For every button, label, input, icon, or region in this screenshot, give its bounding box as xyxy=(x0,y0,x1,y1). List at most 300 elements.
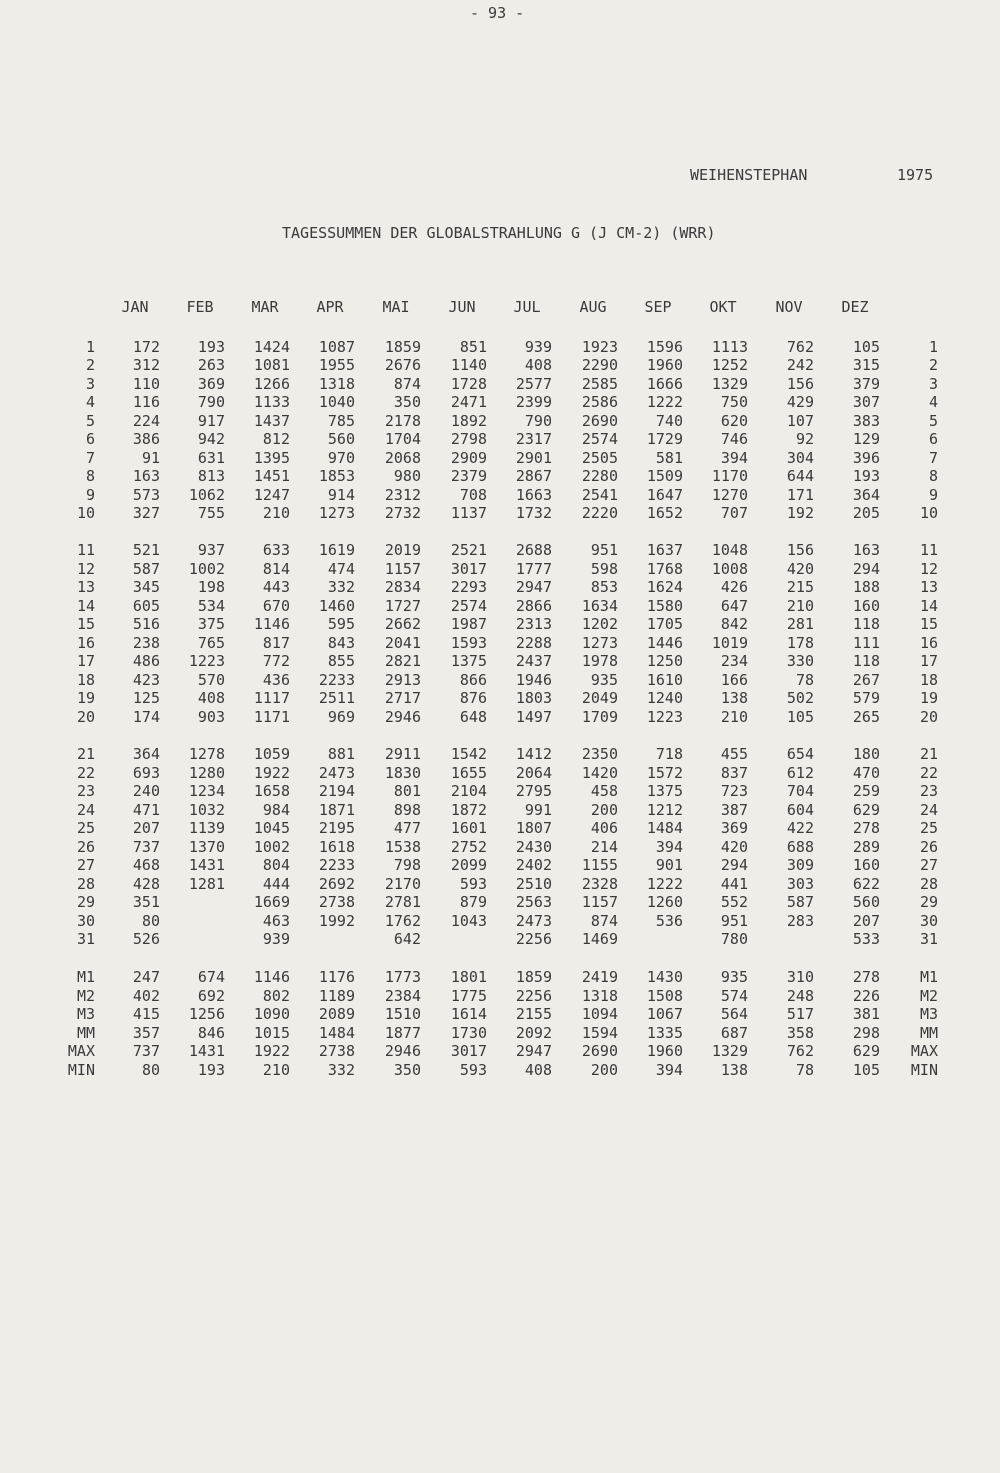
table-cell: 242 xyxy=(786,356,814,374)
row-label-right: 1 xyxy=(928,338,938,356)
table-cell: 471 xyxy=(132,801,160,819)
table-cell: 516 xyxy=(132,615,160,633)
table-cell: 605 xyxy=(132,597,160,615)
table-cell: 80 xyxy=(141,1061,160,1079)
table-cell: 881 xyxy=(327,745,355,763)
table-cell: 160 xyxy=(852,597,880,615)
row-label-left: 26 xyxy=(76,838,95,856)
table-cell: 1329 xyxy=(711,1042,748,1060)
table-cell: 188 xyxy=(852,578,880,596)
row-label-right: MAX xyxy=(910,1042,938,1060)
table-cell: 633 xyxy=(262,541,290,559)
station-name: WEIHENSTEPHAN xyxy=(690,166,808,184)
table-cell: 1728 xyxy=(450,375,487,393)
table-cell: 78 xyxy=(795,1061,814,1079)
table-cell: 1601 xyxy=(450,819,487,837)
table-cell: 364 xyxy=(132,745,160,763)
table-cell: 1081 xyxy=(253,356,290,374)
table-cell: 851 xyxy=(459,338,487,356)
table-cell: 1250 xyxy=(646,652,683,670)
table-cell: 304 xyxy=(786,449,814,467)
table-cell: 2911 xyxy=(384,745,421,763)
table-cell: 1015 xyxy=(253,1024,290,1042)
table-cell: 708 xyxy=(459,486,487,504)
table-cell: 394 xyxy=(655,838,683,856)
row-label-right: 2 xyxy=(928,356,938,374)
table-cell: 1032 xyxy=(188,801,225,819)
row-label-right: 26 xyxy=(919,838,938,856)
table-cell: 350 xyxy=(393,393,421,411)
table-cell: 1048 xyxy=(711,541,748,559)
table-cell: 1647 xyxy=(646,486,683,504)
table-cell: 2430 xyxy=(515,838,552,856)
row-label-left: 11 xyxy=(76,541,95,559)
row-label-right: 18 xyxy=(919,671,938,689)
table-cell: 2350 xyxy=(581,745,618,763)
table-cell: 1658 xyxy=(253,782,290,800)
row-label-left: 29 xyxy=(76,893,95,911)
table-cell: 1773 xyxy=(384,968,421,986)
table-cell: 629 xyxy=(852,801,880,819)
table-cell: 693 xyxy=(132,764,160,782)
month-header: NOV xyxy=(775,298,803,316)
table-cell: 309 xyxy=(786,856,814,874)
table-cell: 2280 xyxy=(581,467,618,485)
table-cell: 2574 xyxy=(581,430,618,448)
table-cell: 1133 xyxy=(253,393,290,411)
table-cell: 802 xyxy=(262,987,290,1005)
table-cell: 408 xyxy=(197,689,225,707)
row-label-right: 10 xyxy=(919,504,938,522)
table-cell: 1727 xyxy=(384,597,421,615)
table-cell: 238 xyxy=(132,634,160,652)
row-label-right: 22 xyxy=(919,764,938,782)
table-cell: 2399 xyxy=(515,393,552,411)
month-header: MAI xyxy=(382,298,410,316)
table-cell: 441 xyxy=(720,875,748,893)
table-cell: 486 xyxy=(132,652,160,670)
table-cell: 2089 xyxy=(318,1005,355,1023)
table-cell: 817 xyxy=(262,634,290,652)
table-cell: 2256 xyxy=(515,930,552,948)
table-cell: 369 xyxy=(197,375,225,393)
table-cell: 2585 xyxy=(581,375,618,393)
table-cell: 648 xyxy=(459,708,487,726)
table-title: TAGESSUMMEN DER GLOBALSTRAHLUNG G (J CM-2) (WRR) xyxy=(282,224,716,242)
table-cell: 1140 xyxy=(450,356,487,374)
row-label-left: MIN xyxy=(67,1061,95,1079)
table-cell: 1146 xyxy=(253,968,290,986)
table-cell: 1430 xyxy=(646,968,683,986)
table-cell: 903 xyxy=(197,708,225,726)
table-cell: 444 xyxy=(262,875,290,893)
table-cell: 631 xyxy=(197,449,225,467)
table-cell: 790 xyxy=(197,393,225,411)
table-cell: 193 xyxy=(197,338,225,356)
table-cell: 2104 xyxy=(450,782,487,800)
table-cell: 210 xyxy=(262,1061,290,1079)
table-cell: 116 xyxy=(132,393,160,411)
row-label-right: 30 xyxy=(919,912,938,930)
table-cell: 876 xyxy=(459,689,487,707)
row-label-left: 28 xyxy=(76,875,95,893)
table-cell: 1446 xyxy=(646,634,683,652)
row-label-left: 6 xyxy=(85,430,95,448)
table-cell: 247 xyxy=(132,968,160,986)
table-cell: 2099 xyxy=(450,856,487,874)
table-cell: 1043 xyxy=(450,912,487,930)
table-cell: 357 xyxy=(132,1024,160,1042)
row-label-left: 12 xyxy=(76,560,95,578)
table-cell: 174 xyxy=(132,708,160,726)
table-cell: 2049 xyxy=(581,689,618,707)
table-cell: 1593 xyxy=(450,634,487,652)
table-cell: 780 xyxy=(720,930,748,948)
month-header: OKT xyxy=(709,298,737,316)
table-cell: 843 xyxy=(327,634,355,652)
table-cell: 2563 xyxy=(515,893,552,911)
table-cell: 2220 xyxy=(581,504,618,522)
table-cell: 3017 xyxy=(450,1042,487,1060)
table-cell: 937 xyxy=(197,541,225,559)
table-cell: 160 xyxy=(852,856,880,874)
table-cell: 914 xyxy=(327,486,355,504)
table-cell: 2317 xyxy=(515,430,552,448)
row-label-left: 2 xyxy=(85,356,95,374)
table-cell: 294 xyxy=(852,560,880,578)
table-cell: 289 xyxy=(852,838,880,856)
row-label-right: 16 xyxy=(919,634,938,652)
table-cell: 259 xyxy=(852,782,880,800)
table-cell: 939 xyxy=(262,930,290,948)
table-cell: 846 xyxy=(197,1024,225,1042)
table-cell: 278 xyxy=(852,819,880,837)
table-cell: 105 xyxy=(786,708,814,726)
table-cell: 1637 xyxy=(646,541,683,559)
row-label-right: 17 xyxy=(919,652,938,670)
table-cell: 1732 xyxy=(515,504,552,522)
table-cell: 345 xyxy=(132,578,160,596)
table-cell: 1002 xyxy=(188,560,225,578)
table-cell: 587 xyxy=(786,893,814,911)
table-cell: 855 xyxy=(327,652,355,670)
table-cell: 901 xyxy=(655,856,683,874)
table-cell: 180 xyxy=(852,745,880,763)
table-cell: 2092 xyxy=(515,1024,552,1042)
table-cell: 477 xyxy=(393,819,421,837)
table-cell: 383 xyxy=(852,412,880,430)
table-cell: 379 xyxy=(852,375,880,393)
table-cell: 350 xyxy=(393,1061,421,1079)
page-number: - 93 - xyxy=(470,4,525,22)
table-cell: 521 xyxy=(132,541,160,559)
table-cell: 312 xyxy=(132,356,160,374)
table-cell: 2798 xyxy=(450,430,487,448)
table-cell: 737 xyxy=(132,1042,160,1060)
table-cell: 801 xyxy=(393,782,421,800)
table-cell: 2676 xyxy=(384,356,421,374)
table-cell: 2510 xyxy=(515,875,552,893)
table-cell: 1859 xyxy=(515,968,552,986)
row-label-right: 13 xyxy=(919,578,938,596)
table-cell: 2717 xyxy=(384,689,421,707)
table-cell: 2256 xyxy=(515,987,552,1005)
month-header: SEP xyxy=(644,298,672,316)
table-cell: 1634 xyxy=(581,597,618,615)
table-cell: 283 xyxy=(786,912,814,930)
row-label-left: 18 xyxy=(76,671,95,689)
table-cell: 474 xyxy=(327,560,355,578)
table-cell: 2328 xyxy=(581,875,618,893)
table-cell: 2293 xyxy=(450,578,487,596)
table-cell: 1260 xyxy=(646,893,683,911)
month-header: MAR xyxy=(251,298,279,316)
table-cell: 1146 xyxy=(253,615,290,633)
table-cell: 3017 xyxy=(450,560,487,578)
table-cell: 110 xyxy=(132,375,160,393)
table-cell: 1270 xyxy=(711,486,748,504)
table-cell: 642 xyxy=(393,930,421,948)
table-cell: 386 xyxy=(132,430,160,448)
table-cell: 1619 xyxy=(318,541,355,559)
table-cell: 1266 xyxy=(253,375,290,393)
table-cell: 1424 xyxy=(253,338,290,356)
table-cell: 2471 xyxy=(450,393,487,411)
row-label-right: 28 xyxy=(919,875,938,893)
table-cell: 402 xyxy=(132,987,160,1005)
row-label-left: 5 xyxy=(85,412,95,430)
table-cell: 1872 xyxy=(450,801,487,819)
table-cell: 198 xyxy=(197,578,225,596)
table-cell: 951 xyxy=(590,541,618,559)
table-cell: 205 xyxy=(852,504,880,522)
table-cell: 1652 xyxy=(646,504,683,522)
table-cell: 192 xyxy=(786,504,814,522)
table-cell: 2290 xyxy=(581,356,618,374)
table-cell: 2577 xyxy=(515,375,552,393)
table-cell: 2867 xyxy=(515,467,552,485)
table-cell: 593 xyxy=(459,875,487,893)
table-cell: 1437 xyxy=(253,412,290,430)
table-cell: 2233 xyxy=(318,671,355,689)
table-cell: 935 xyxy=(590,671,618,689)
row-label-right: 8 xyxy=(928,467,938,485)
table-cell: 1318 xyxy=(581,987,618,1005)
table-cell: 622 xyxy=(852,875,880,893)
table-cell: 1669 xyxy=(253,893,290,911)
table-cell: 92 xyxy=(795,430,814,448)
table-cell: 2866 xyxy=(515,597,552,615)
row-label-left: 8 xyxy=(85,467,95,485)
table-cell: 2732 xyxy=(384,504,421,522)
row-label-left: 14 xyxy=(76,597,95,615)
table-cell: 2738 xyxy=(318,1042,355,1060)
table-cell: 898 xyxy=(393,801,421,819)
table-cell: 1768 xyxy=(646,560,683,578)
table-cell: 951 xyxy=(720,912,748,930)
table-cell: 265 xyxy=(852,708,880,726)
table-cell: 1451 xyxy=(253,467,290,485)
table-cell: 156 xyxy=(786,541,814,559)
row-label-left: 10 xyxy=(76,504,95,522)
table-cell: 375 xyxy=(197,615,225,633)
table-cell: 1171 xyxy=(253,708,290,726)
table-cell: 2170 xyxy=(384,875,421,893)
table-cell: 1222 xyxy=(646,393,683,411)
table-cell: 842 xyxy=(720,615,748,633)
table-cell: 2419 xyxy=(581,968,618,986)
table-cell: 2574 xyxy=(450,597,487,615)
table-cell: 1978 xyxy=(581,652,618,670)
table-cell: 1803 xyxy=(515,689,552,707)
table-cell: 991 xyxy=(524,801,552,819)
table-cell: 303 xyxy=(786,875,814,893)
table-cell: 1395 xyxy=(253,449,290,467)
table-cell: 1431 xyxy=(188,856,225,874)
table-cell: 1730 xyxy=(450,1024,487,1042)
table-cell: 193 xyxy=(852,467,880,485)
table-cell: 1538 xyxy=(384,838,421,856)
table-cell: 1273 xyxy=(581,634,618,652)
table-cell: 674 xyxy=(197,968,225,986)
row-label-left: M2 xyxy=(76,987,95,1005)
table-cell: 502 xyxy=(786,689,814,707)
table-cell: 804 xyxy=(262,856,290,874)
table-cell: 2913 xyxy=(384,671,421,689)
table-cell: 381 xyxy=(852,1005,880,1023)
table-cell: 138 xyxy=(720,1061,748,1079)
table-cell: 939 xyxy=(524,338,552,356)
table-cell: 2313 xyxy=(515,615,552,633)
row-label-right: 9 xyxy=(928,486,938,504)
table-cell: 1202 xyxy=(581,615,618,633)
table-cell: 1923 xyxy=(581,338,618,356)
table-cell: 1090 xyxy=(253,1005,290,1023)
table-cell: 1775 xyxy=(450,987,487,1005)
table-cell: 969 xyxy=(327,708,355,726)
table-cell: 1222 xyxy=(646,875,683,893)
table-cell: 2402 xyxy=(515,856,552,874)
table-cell: 1946 xyxy=(515,671,552,689)
table-cell: 2505 xyxy=(581,449,618,467)
table-cell: 1223 xyxy=(646,708,683,726)
table-cell: 91 xyxy=(141,449,160,467)
table-cell: 1040 xyxy=(318,393,355,411)
table-cell: 200 xyxy=(590,1061,618,1079)
table-cell: 837 xyxy=(720,764,748,782)
table-cell: 2041 xyxy=(384,634,421,652)
row-label-left: 3 xyxy=(85,375,95,393)
table-cell: 718 xyxy=(655,745,683,763)
table-cell: 1370 xyxy=(188,838,225,856)
table-cell: 2690 xyxy=(581,412,618,430)
table-cell: 214 xyxy=(590,838,618,856)
table-cell: 267 xyxy=(852,671,880,689)
table-cell: 210 xyxy=(786,597,814,615)
month-header: AUG xyxy=(579,298,607,316)
row-label-left: MM xyxy=(76,1024,95,1042)
table-cell: 78 xyxy=(795,671,814,689)
table-cell: 536 xyxy=(655,912,683,930)
table-cell: 581 xyxy=(655,449,683,467)
table-cell: 670 xyxy=(262,597,290,615)
table-cell: 2288 xyxy=(515,634,552,652)
table-cell: 1252 xyxy=(711,356,748,374)
table-cell: 737 xyxy=(132,838,160,856)
row-label-left: 22 xyxy=(76,764,95,782)
row-label-left: 20 xyxy=(76,708,95,726)
row-label-left: 25 xyxy=(76,819,95,837)
table-cell: 814 xyxy=(262,560,290,578)
table-cell: 458 xyxy=(590,782,618,800)
table-cell: 629 xyxy=(852,1042,880,1060)
row-label-left: M1 xyxy=(76,968,95,986)
table-cell: 654 xyxy=(786,745,814,763)
row-label-right: 14 xyxy=(919,597,938,615)
table-cell: 1922 xyxy=(253,764,290,782)
table-cell: 564 xyxy=(720,1005,748,1023)
table-cell: 2688 xyxy=(515,541,552,559)
table-cell: 560 xyxy=(852,893,880,911)
table-cell: 166 xyxy=(720,671,748,689)
table-cell: 1256 xyxy=(188,1005,225,1023)
table-cell: 1045 xyxy=(253,819,290,837)
month-header: JAN xyxy=(121,298,149,316)
table-cell: 1922 xyxy=(253,1042,290,1060)
table-cell: 468 xyxy=(132,856,160,874)
table-cell: 853 xyxy=(590,578,618,596)
row-label-right: M1 xyxy=(919,968,938,986)
table-cell: 2019 xyxy=(384,541,421,559)
table-cell: 1960 xyxy=(646,1042,683,1060)
table-cell: 1807 xyxy=(515,819,552,837)
table-cell: 2690 xyxy=(581,1042,618,1060)
table-cell: 570 xyxy=(197,671,225,689)
table-cell: 746 xyxy=(720,430,748,448)
table-cell: 2195 xyxy=(318,819,355,837)
month-header: JUL xyxy=(513,298,541,316)
table-cell: 263 xyxy=(197,356,225,374)
table-cell: 2795 xyxy=(515,782,552,800)
table-cell: 704 xyxy=(786,782,814,800)
table-cell: 707 xyxy=(720,504,748,522)
table-cell: 156 xyxy=(786,375,814,393)
table-cell: 1212 xyxy=(646,801,683,819)
year: 1975 xyxy=(897,166,934,184)
table-cell: 560 xyxy=(327,430,355,448)
table-cell: 224 xyxy=(132,412,160,430)
table-cell: 436 xyxy=(262,671,290,689)
table-cell: 1892 xyxy=(450,412,487,430)
table-cell: 2946 xyxy=(384,708,421,726)
table-cell: 125 xyxy=(132,689,160,707)
table-cell: 387 xyxy=(720,801,748,819)
table-cell: 193 xyxy=(197,1061,225,1079)
table-cell: 1375 xyxy=(450,652,487,670)
table-cell: 1853 xyxy=(318,467,355,485)
table-cell: 396 xyxy=(852,449,880,467)
table-cell: 332 xyxy=(327,1061,355,1079)
table-cell: 1610 xyxy=(646,671,683,689)
row-label-right: 31 xyxy=(919,930,938,948)
table-cell: 785 xyxy=(327,412,355,430)
table-cell: 798 xyxy=(393,856,421,874)
table-cell: 1709 xyxy=(581,708,618,726)
row-label-right: 7 xyxy=(928,449,938,467)
table-cell: 1508 xyxy=(646,987,683,1005)
table-cell: 687 xyxy=(720,1024,748,1042)
table-cell: 420 xyxy=(786,560,814,578)
